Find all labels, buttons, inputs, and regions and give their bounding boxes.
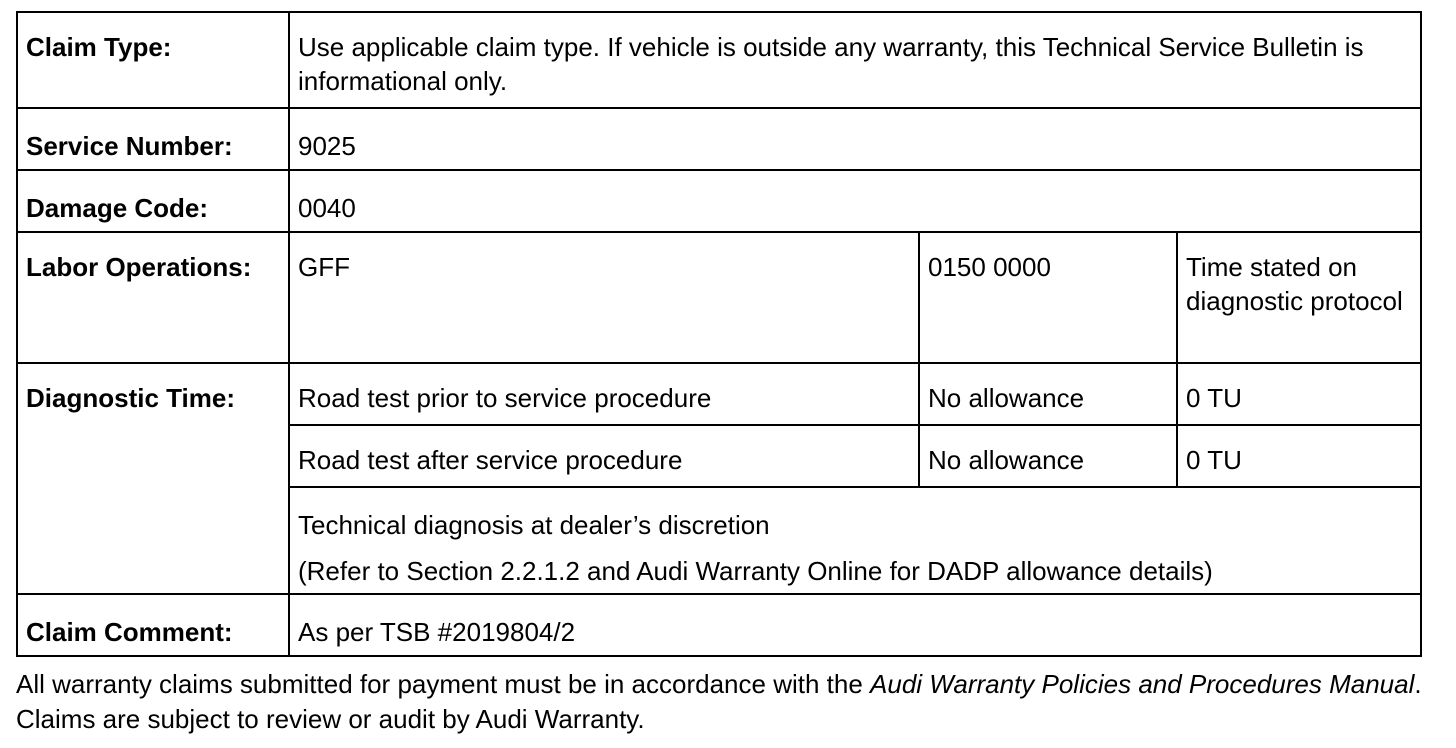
labor-operation-name: GFF (289, 232, 919, 363)
technical-diagnosis-cell (289, 487, 1421, 594)
labor-operations-row (17, 232, 1421, 363)
diagnostic-item-description: Road test prior to service procedure (289, 363, 919, 425)
diagnostic-item-allowance: No allowance (919, 363, 1177, 425)
claim-comment-row (17, 594, 1421, 656)
service-number-label: Service Number: (17, 108, 289, 170)
diagnostic-item-units: 0 TU (1177, 425, 1421, 487)
footer-text-before: All warranty claims submitted for payment must be in accordance with the (16, 669, 871, 699)
diagnostic-time-label: Diagnostic Time: (17, 363, 289, 594)
service-number-value: 9025 (289, 108, 1421, 170)
warranty-claim-table (16, 11, 1422, 657)
footer-manual-title: Audi Warranty Policies and Procedures Manual (870, 669, 1415, 699)
service-number-row (17, 108, 1421, 170)
damage-code-label: Damage Code: (17, 170, 289, 232)
technical-diagnosis-note: (Refer to Section 2.2.1.2 and Audi Warranty Online for DADP allowance details) (298, 556, 1213, 586)
damage-code-value: 0040 (289, 170, 1421, 232)
damage-code-row (17, 170, 1421, 232)
labor-operation-code: 0150 0000 (919, 232, 1177, 363)
warranty-footer-note (16, 667, 1426, 737)
claim-type-row (17, 12, 1421, 108)
footer-text-after: . Claims are subject to review or audit by Audi Warranty. (16, 669, 1422, 734)
labor-operation-time: Time stated on diagnostic protocol (1177, 232, 1421, 363)
labor-operations-label: Labor Operations: (17, 232, 289, 363)
claim-comment-value: As per TSB #2019804/2 (289, 594, 1421, 656)
claim-type-label: Claim Type: (17, 12, 289, 108)
technical-diagnosis-text: Technical diagnosis at dealer’s discretion (298, 510, 770, 540)
diagnostic-item-allowance: No allowance (919, 425, 1177, 487)
claim-type-value: Use applicable claim type. If vehicle is outside any warranty, this Technical Service Bulletin is informational only. (289, 12, 1421, 108)
diagnostic-time-row (17, 363, 1421, 425)
diagnostic-item-units: 0 TU (1177, 363, 1421, 425)
diagnostic-item-description: Road test after service procedure (289, 425, 919, 487)
claim-comment-label: Claim Comment: (17, 594, 289, 656)
